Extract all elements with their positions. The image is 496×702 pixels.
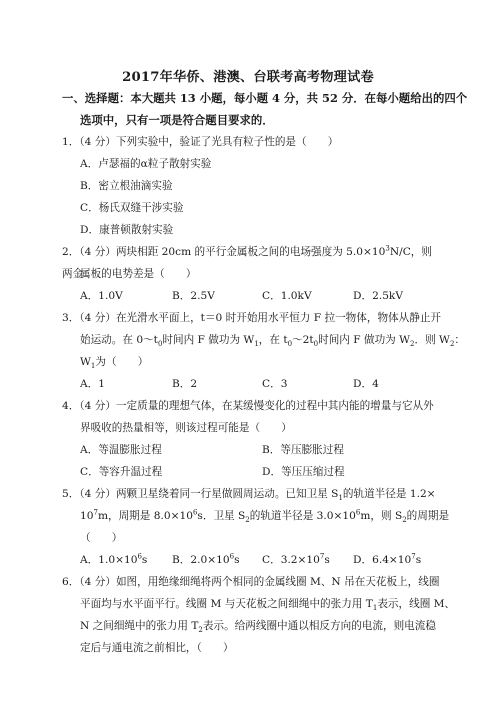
- q3-l2-a: 始运动。在 0～t: [80, 334, 158, 346]
- q5-l2-f: 的周期是: [406, 510, 450, 522]
- question-2-prefix: 2．（4 分）: [62, 246, 116, 258]
- question-6-line4: 定后与通电流之前相比，（ ）: [80, 642, 234, 654]
- q5-a-sup: 6: [137, 552, 142, 561]
- q5-l2-b: m，周期是 8.0×10: [97, 510, 193, 522]
- q6-l3-sub: 2: [198, 626, 203, 635]
- q2-option-a: A．1.0V: [80, 290, 123, 302]
- q5-option-a: [80, 549, 147, 571]
- q5-b-sup: 6: [229, 552, 235, 561]
- question-6-prefix: 6．（4 分）: [62, 576, 116, 588]
- q5-l2-sup1: 7: [93, 508, 98, 517]
- q2-option-b: B．2.5V: [172, 290, 215, 302]
- q5-l2-e: m，则 S: [360, 510, 403, 522]
- question-4: [62, 395, 442, 417]
- question-5: [62, 483, 442, 505]
- q3-option-a: A．1: [80, 378, 105, 390]
- q4-option-c: C．等容升温过程: [80, 466, 163, 478]
- q3-l2-sub4: 0: [313, 340, 319, 349]
- q3-l3-b: 为（ ）: [95, 356, 149, 368]
- q5-c-sup: 7: [319, 552, 325, 561]
- question-4-prefix: 4．（4 分）: [62, 400, 116, 412]
- section-heading-line2: 选项中，只有一项是符合题目要求的．: [80, 113, 274, 127]
- question-1-prefix: 1．（4 分）: [62, 136, 116, 148]
- q4-option-d: D．等压压缩过程: [262, 466, 345, 478]
- q3-l2-sub2: 1: [254, 340, 259, 349]
- q5-l2-sub2: 2: [402, 516, 407, 525]
- q1-option-a: A．卢瑟福的α粒子散射实验: [80, 158, 212, 170]
- question-6: [62, 571, 442, 593]
- q5-d-sup: 7: [411, 552, 416, 561]
- q3-l2-f: ．则 W: [414, 334, 450, 346]
- q3-l2-b: 时间内 F 做功为 W: [162, 334, 255, 346]
- question-6-stem-line1: 如图，用绝缘细绳将两个相同的金属线圈 M、N 吊在天花板上，线圈: [115, 576, 440, 588]
- q5-l2-sub: 2: [245, 516, 250, 525]
- q5-a-unit: s: [141, 554, 148, 566]
- question-4-stem-line1: 一定质量的理想气体，在某缓慢变化的过程中其内能的增量与它从外: [115, 400, 434, 412]
- q5-d-text: D．6.4×10: [353, 554, 412, 566]
- question-4-line2: 界吸收的热量相等，则该过程可能是（ ）: [80, 422, 292, 434]
- question-3-stem-line1: 在光滑水平面上，t＝0 时开始用水平恒力 F 拉一物体，物体从静止开: [115, 312, 442, 324]
- q3-option-c: C．3: [262, 378, 288, 390]
- q2-option-d: D．2.5kV: [353, 290, 404, 302]
- q3-l2-sub1: 0: [157, 340, 163, 349]
- q6-l2-b: 表示，线圈 M、: [377, 598, 456, 610]
- question-1: [62, 131, 442, 153]
- q6-l3-b: 表示。给两线圈中通以相反方向的电流，则电流稳: [202, 620, 436, 632]
- question-3-prefix: 3．（4 分）: [62, 312, 116, 324]
- question-1-stem: 下列实验中，验证了光具有粒子性的是（ ）: [115, 136, 339, 148]
- page-title: 2017年华侨、港澳、台联考高考物理试卷: [122, 70, 374, 85]
- q3-l2-sub6: 2: [449, 340, 455, 349]
- q5-b-unit: s: [234, 554, 240, 566]
- q5-option-c: [262, 549, 330, 571]
- q5-l2-d: 的轨道半径是 3.0×10: [249, 510, 356, 522]
- q5-option-b: [172, 549, 240, 571]
- q1-option-d: D．康普顿散射实验: [80, 224, 174, 236]
- question-2-line2: 属板的电势差是（ ）: [80, 268, 197, 280]
- q5-b-text: B．2.0×10: [172, 554, 230, 566]
- q6-l2-a: 平面均与水平面平行。线圈 M 与天花板之间细绳中的张力用 T: [80, 598, 373, 610]
- q3-l2-d: ～2t: [292, 334, 314, 346]
- q3-l2-g: ：: [454, 334, 466, 346]
- q5-l2-sup3: 6: [355, 508, 361, 517]
- question-2-stem-a: 两块相距 20cm 的平行金属板之间的电场强度为 5.0×10: [115, 246, 386, 258]
- q3-l3-sub: 1: [90, 362, 96, 371]
- question-2-stem-b: N/C，则两金: [62, 246, 432, 280]
- q5-l1-a: 两颗卫星绕着同一行星做圆周运动。已知卫星 S: [115, 488, 339, 500]
- q1-option-c: C．杨氏双缝干涉实验: [80, 202, 184, 214]
- question-5-line3: （ ）: [80, 532, 123, 544]
- question-2-stem-sup: 3: [385, 244, 390, 253]
- q5-c-text: C．3.2×10: [262, 554, 320, 566]
- question-6-line3: [80, 615, 436, 637]
- question-3-line2: [80, 329, 465, 351]
- q5-l2-sup2: 6: [192, 508, 198, 517]
- q6-l2-sub: 1: [372, 604, 378, 613]
- question-5-prefix: 5．（4 分）: [62, 488, 116, 500]
- q3-option-b: B．2: [172, 378, 198, 390]
- q5-a-text: A．1.0×10: [80, 554, 138, 566]
- q5-l2-c: s．卫星 S: [197, 510, 246, 522]
- q3-l2-sub5: 2: [410, 340, 415, 349]
- question-3-line3: [80, 351, 148, 373]
- q6-l3-a: N 之间细绳中的张力用 T: [80, 620, 199, 632]
- section-heading-line1: 一、选择题：本大题共 13 小题，每小题 4 分，共 52 分．在每小题给出的四个: [62, 91, 468, 105]
- q5-option-d: [353, 549, 421, 571]
- q1-option-b: B．密立根油滴实验: [80, 180, 173, 192]
- q4-option-a: A．等温膨胀过程: [80, 444, 162, 456]
- q5-c-unit: s: [324, 554, 330, 566]
- q4-option-b: B．等压膨胀过程: [262, 444, 344, 456]
- question-3: [62, 307, 442, 329]
- q2-option-c: C．1.0kV: [262, 290, 312, 302]
- q5-l1-sub: 1: [338, 494, 343, 503]
- question-6-line2: [80, 593, 455, 615]
- q3-option-d: D．4: [353, 378, 379, 390]
- q5-l2-a: 10: [80, 510, 94, 522]
- q3-l2-c: ，在 t: [258, 334, 288, 346]
- q3-l2-e: 时间内 F 做功为 W: [318, 334, 411, 346]
- q5-d-unit: s: [415, 554, 422, 566]
- q3-l2-sub3: 0: [287, 340, 293, 349]
- q3-l3-a: W: [80, 356, 91, 368]
- question-5-line2: [80, 505, 449, 527]
- q5-l1-b: 的轨道半径是 1.2×: [342, 488, 436, 500]
